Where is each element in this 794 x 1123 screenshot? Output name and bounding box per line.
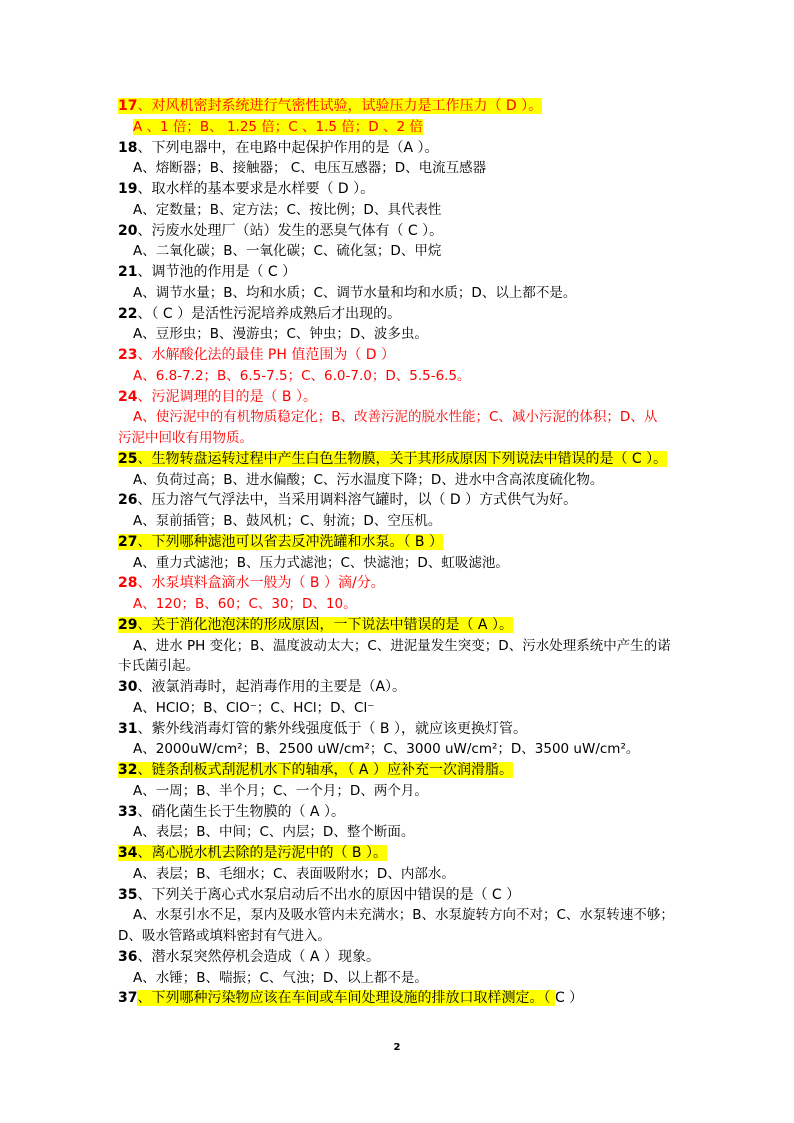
- options-line: [118, 283, 678, 304]
- options-line: [118, 636, 678, 657]
- question-line: [118, 304, 678, 325]
- question-number: 28: [118, 575, 138, 592]
- line-text: A、二氧化碳；B、一氧化碳；C、硫化氢；D、甲烷: [133, 243, 442, 260]
- question-text: 、关于消化池泡沫的形成原因，一下说法中错误的是（ A ）。: [137, 616, 513, 633]
- options-line: [118, 366, 678, 387]
- options-line: [118, 864, 678, 885]
- question-text: 、取水样的基本要求是水样要（ D ）。: [137, 181, 375, 197]
- question-text: 、离心脱水机去除的是污泥中的（ B ）。: [137, 845, 387, 861]
- question-line: [118, 449, 678, 470]
- question-line: [118, 262, 678, 283]
- question-line: [118, 947, 678, 968]
- line-text: A、6.8-7.2；B、6.5-7.5；C、6.0-7.0；D、5.5-6.5。: [133, 367, 471, 384]
- line-text: A、负荷过高；B、进水偏酸；C、污水温度下降；D、进水中含高浓度硫化物。: [133, 471, 604, 488]
- question-text: 、生物转盘运转过程中产生白色生物膜，关于其形成原因下列说法中错误的是（ C ）。: [137, 450, 668, 467]
- question-number: 31: [118, 720, 138, 737]
- line-text: A、使污泥中的有机物质稳定化；B、改善污泥的脱水性能；C、减小污泥的体积；D、从: [133, 409, 658, 426]
- question-number: 26: [118, 492, 138, 509]
- line-text: A、HClO；B、ClO⁻；C、HCl；D、Cl⁻: [133, 699, 375, 716]
- question-number: 33: [118, 803, 138, 820]
- line-text: A、2000uW/cm²；B、2500 uW/cm²；C、3000 uW/cm²；D、3500 uW/cm²。: [133, 741, 640, 758]
- question-text: 、污废水处理厂（站）发生的恶臭气体有（ C ）。: [137, 222, 444, 239]
- question-text: 、紫外线消毒灯管的紫外线强度低于（ B ），就应该更换灯管。: [137, 720, 527, 737]
- question-number: 36: [118, 948, 138, 965]
- question-number: 18: [118, 139, 138, 156]
- question-number: 29: [118, 616, 138, 633]
- question-line: [118, 179, 678, 200]
- question-number: 34: [118, 845, 138, 861]
- question-number: 24: [118, 388, 138, 405]
- page-number: 2: [393, 1042, 401, 1053]
- question-line: [118, 677, 678, 698]
- continuation-line: [118, 656, 678, 677]
- options-line: [118, 698, 678, 719]
- question-line: [118, 387, 678, 408]
- options-line: [118, 822, 678, 843]
- line-text: D、吸水管路或填料密封有气进入。: [118, 928, 331, 944]
- options-line: [118, 241, 678, 262]
- question-text: 、调节池的作用是（ C ）: [137, 264, 297, 280]
- question-line: [118, 802, 678, 823]
- question-text: 、潜水泵突然停机会造成（ A ）现象。: [137, 948, 380, 965]
- options-line: [118, 553, 678, 574]
- line-text: A 、1 倍；B、 1.25 倍；C 、1.5 倍；D 、2 倍: [133, 118, 423, 135]
- line-text: 卡氏菌引起。: [118, 658, 199, 675]
- line-text: A、豆形虫；B、漫游虫；C、钟虫；D、波多虫。: [133, 326, 428, 343]
- options-line: [118, 781, 678, 802]
- question-text: 、液氯消毒时，起消毒作用的主要是（A）。: [137, 679, 407, 695]
- options-line: [118, 511, 678, 532]
- question-text: 、水解酸化法的最佳 PH 值范围为（ D ）: [137, 347, 396, 363]
- options-line: [118, 968, 678, 989]
- question-number: 35: [118, 886, 138, 903]
- line-text: A、一周；B、半个月；C、一个月；D、两个月。: [133, 782, 428, 799]
- question-text: 、对风机密封系统进行气密性试验，试验压力是工作压力（ D ）。: [137, 98, 543, 114]
- options-line: [118, 407, 678, 428]
- line-text: A、进水 PH 变化；B、温度波动太大；C、进泥量发生突变；D、污水处理系统中产生的诺: [133, 637, 671, 654]
- question-text: 、下列哪种滤池可以省去反冲洗罐和水泵。（ B ）: [137, 533, 443, 550]
- question-line: [118, 138, 678, 159]
- question-line: [118, 573, 678, 594]
- options-line: [118, 324, 678, 345]
- options-line: [118, 739, 678, 760]
- question-line: [118, 988, 678, 1009]
- line-text: A、水锤；B、喘振；C、气浊；D、以上都不是。: [133, 969, 428, 986]
- line-text: A、水泵引水不足，泵内及吸水管内未充满水；B、水泵旋转方向不对；C、水泵转速不够；: [133, 907, 674, 924]
- question-line: [118, 345, 678, 366]
- question-line: [118, 96, 678, 117]
- question-line: [118, 719, 678, 740]
- line-text: A、调节水量；B、均和水质；C、调节水量和均和水质；D、以上都不是。: [133, 284, 577, 301]
- continuation-line: [118, 428, 678, 449]
- line-text: A、表层；B、毛细水；C、表面吸附水；D、内部水。: [133, 865, 455, 882]
- options-line: [118, 905, 678, 926]
- question-line: [118, 885, 678, 906]
- question-text: 、下列关于离心式水泵启动后不出水的原因中错误的是（ C ）: [137, 886, 521, 903]
- question-line: [118, 532, 678, 553]
- question-number: 37: [118, 990, 138, 1007]
- question-number: 20: [118, 222, 138, 239]
- question-text: 、硝化菌生长于生物膜的（ A ）。: [137, 803, 345, 820]
- question-number: 27: [118, 533, 138, 550]
- question-number: 21: [118, 264, 138, 280]
- question-text: 、污泥调理的目的是（ B ）。: [137, 388, 317, 405]
- options-line: [118, 594, 678, 615]
- continuation-line: [118, 926, 678, 947]
- question-number: 22: [118, 305, 138, 322]
- line-text: A、重力式滤池；B、压力式滤池；C、快滤池；D、虹吸滤池。: [133, 554, 509, 571]
- line-text: A、120；B、60；C、30；D、10。: [133, 596, 357, 612]
- question-number: 30: [118, 679, 138, 695]
- question-text: 、下列哪种污染物应该在车间或车间处理设施的排放口取样测定。（ C ）: [137, 990, 584, 1007]
- question-line: [118, 490, 678, 511]
- question-line: [118, 760, 678, 781]
- question-number: 32: [118, 762, 138, 778]
- question-text: 、水泵填料盒滴水一般为（ B ）滴/分。: [137, 575, 385, 592]
- question-list: [118, 96, 678, 1009]
- line-text: A、定数量；B、定方法；C、按比例；D、具代表性: [133, 201, 442, 218]
- options-line: [118, 470, 678, 491]
- question-number: 23: [118, 347, 138, 363]
- question-number: 17: [118, 98, 138, 114]
- options-line: [118, 117, 678, 138]
- line-text: 污泥中回收有用物质。: [118, 430, 253, 446]
- options-line: [118, 158, 678, 179]
- line-text: A、泵前插管；B、鼓风机；C、射流；D、空压机。: [133, 513, 442, 529]
- question-line: [118, 221, 678, 242]
- question-text: 、下列电器中，在电路中起保护作用的是（A ）。: [137, 139, 439, 156]
- question-text: 、链条刮板式刮泥机水下的轴承，（ A ）应补充一次润滑脂。: [137, 762, 513, 778]
- line-text: A、熔断器；B、接触器； C、电压互感器；D、电流互感器: [133, 160, 487, 177]
- question-text: 、压力溶气气浮法中，当采用调料溶气罐时，以（ D ）方式供气为好。: [137, 492, 578, 509]
- question-line: [118, 843, 678, 864]
- question-line: [118, 615, 678, 636]
- question-number: 19: [118, 181, 138, 197]
- question-text: 、（ C ）是活性污泥培养成熟后才出现的。: [137, 305, 402, 322]
- question-number: 25: [118, 450, 138, 467]
- line-text: A、表层；B、中间；C、内层；D、整个断面。: [133, 824, 415, 841]
- options-line: [118, 200, 678, 221]
